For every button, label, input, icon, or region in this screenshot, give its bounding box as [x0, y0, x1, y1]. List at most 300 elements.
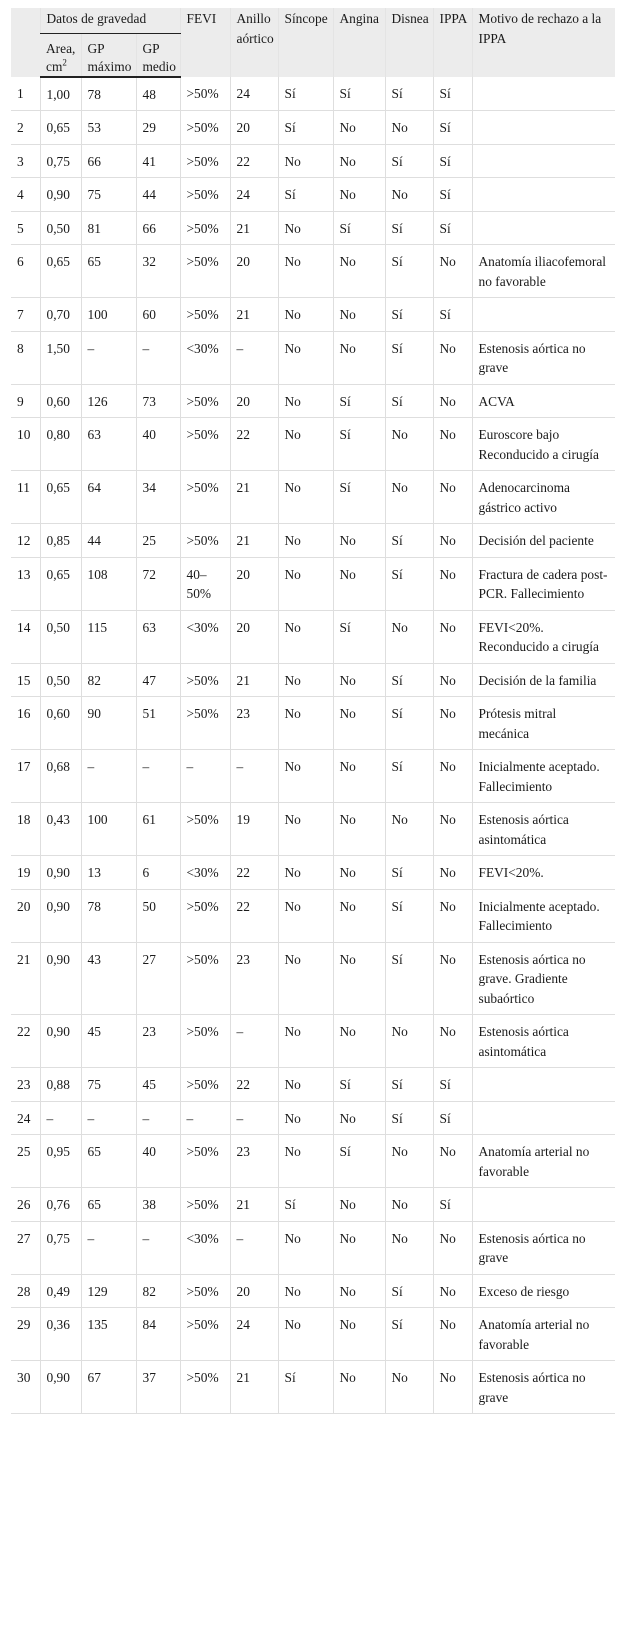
angina-value: No	[333, 111, 385, 145]
motivo-value: Estenosis aórtica no grave	[472, 331, 615, 384]
table-row	[11, 211, 615, 245]
gp-maximo-value: 129	[81, 1274, 136, 1308]
fevi-value: >50%	[180, 471, 230, 524]
patient-number: 13	[11, 557, 40, 610]
header-gp-medio: GP medio	[136, 33, 180, 77]
gp-maximo-value: 78	[81, 77, 136, 111]
gp-medio-value: –	[136, 750, 180, 803]
table-row	[11, 524, 615, 558]
sincope-value: No	[278, 144, 333, 178]
disnea-value: Sí	[385, 557, 433, 610]
area-value: 0,49	[40, 1274, 81, 1308]
area-value: 0,90	[40, 856, 81, 890]
patient-number: 11	[11, 471, 40, 524]
gp-medio-value: 37	[136, 1361, 180, 1414]
anillo-value: 22	[230, 144, 278, 178]
motivo-value	[472, 77, 615, 111]
angina-value: No	[333, 697, 385, 750]
gp-medio-value: 25	[136, 524, 180, 558]
ippa-value: No	[433, 1361, 472, 1414]
motivo-value	[472, 144, 615, 178]
gp-maximo-value: 64	[81, 471, 136, 524]
disnea-value: Sí	[385, 750, 433, 803]
angina-value: No	[333, 889, 385, 942]
anillo-value: 23	[230, 697, 278, 750]
patient-number: 17	[11, 750, 40, 803]
anillo-value: 20	[230, 384, 278, 418]
gp-maximo-value: 44	[81, 524, 136, 558]
ippa-value: Sí	[433, 111, 472, 145]
ippa-value: No	[433, 1308, 472, 1361]
sincope-value: Sí	[278, 178, 333, 212]
disnea-value: Sí	[385, 77, 433, 111]
patient-number: 23	[11, 1068, 40, 1102]
sincope-value: No	[278, 418, 333, 471]
sincope-value: No	[278, 889, 333, 942]
motivo-value	[472, 298, 615, 332]
angina-value: Sí	[333, 384, 385, 418]
disnea-value: Sí	[385, 856, 433, 890]
patient-number: 8	[11, 331, 40, 384]
patient-number: 3	[11, 144, 40, 178]
table-row	[11, 1101, 615, 1135]
fevi-value: >50%	[180, 298, 230, 332]
ippa-value: No	[433, 1015, 472, 1068]
disnea-value: No	[385, 1015, 433, 1068]
gp-medio-value: 34	[136, 471, 180, 524]
motivo-value: Adenocarcinoma gástrico activo	[472, 471, 615, 524]
anillo-value: 20	[230, 245, 278, 298]
fevi-value: >50%	[180, 697, 230, 750]
angina-value: No	[333, 942, 385, 1015]
gp-medio-value: 38	[136, 1188, 180, 1222]
fevi-value: >50%	[180, 178, 230, 212]
anillo-value: –	[230, 1221, 278, 1274]
sincope-value: No	[278, 1308, 333, 1361]
gp-maximo-value: 100	[81, 803, 136, 856]
anillo-value: –	[230, 331, 278, 384]
ippa-value: No	[433, 418, 472, 471]
angina-value: No	[333, 557, 385, 610]
motivo-value	[472, 1101, 615, 1135]
angina-value: No	[333, 1274, 385, 1308]
gp-maximo-value: 65	[81, 1188, 136, 1222]
sincope-value: No	[278, 471, 333, 524]
fevi-value: >50%	[180, 144, 230, 178]
table-row	[11, 942, 615, 1015]
sincope-value: No	[278, 1068, 333, 1102]
motivo-value: Inicialmente aceptado. Fallecimiento	[472, 750, 615, 803]
patient-number: 1	[11, 77, 40, 111]
sincope-value: No	[278, 942, 333, 1015]
table-row	[11, 889, 615, 942]
ippa-value: No	[433, 557, 472, 610]
fevi-value: >50%	[180, 663, 230, 697]
area-value: 0,50	[40, 663, 81, 697]
fevi-value: >50%	[180, 1135, 230, 1188]
gp-maximo-value: 82	[81, 663, 136, 697]
angina-value: No	[333, 750, 385, 803]
anillo-value: –	[230, 1101, 278, 1135]
patient-number: 27	[11, 1221, 40, 1274]
motivo-value: FEVI<20%. Reconducido a cirugía	[472, 610, 615, 663]
sincope-value: No	[278, 803, 333, 856]
motivo-value	[472, 1188, 615, 1222]
angina-value: No	[333, 1221, 385, 1274]
area-value: 0,43	[40, 803, 81, 856]
header-blank	[11, 8, 40, 77]
anillo-value: 21	[230, 471, 278, 524]
fevi-value: <30%	[180, 610, 230, 663]
disnea-value: Sí	[385, 889, 433, 942]
sincope-value: No	[278, 384, 333, 418]
fevi-value: <30%	[180, 1221, 230, 1274]
sincope-value: No	[278, 697, 333, 750]
patient-number: 21	[11, 942, 40, 1015]
gp-medio-value: –	[136, 331, 180, 384]
ippa-value: Sí	[433, 1101, 472, 1135]
gp-medio-value: 45	[136, 1068, 180, 1102]
ippa-value: Sí	[433, 298, 472, 332]
header-datos-gravedad: Datos de gravedad	[40, 8, 180, 33]
table-row	[11, 471, 615, 524]
ippa-value: No	[433, 889, 472, 942]
gp-medio-value: 51	[136, 697, 180, 750]
patient-number: 15	[11, 663, 40, 697]
sincope-value: Sí	[278, 1188, 333, 1222]
gp-maximo-value: 67	[81, 1361, 136, 1414]
motivo-value: Anatomía arterial no favorable	[472, 1135, 615, 1188]
area-value: 0,90	[40, 942, 81, 1015]
fevi-value: >50%	[180, 803, 230, 856]
table-row	[11, 697, 615, 750]
table-row	[11, 298, 615, 332]
patient-number: 4	[11, 178, 40, 212]
table-row	[11, 557, 615, 610]
header-gp-maximo: GP máximo	[81, 33, 136, 77]
disnea-value: Sí	[385, 245, 433, 298]
table-row	[11, 331, 615, 384]
anillo-value: –	[230, 1015, 278, 1068]
patient-number: 20	[11, 889, 40, 942]
gp-maximo-value: 65	[81, 1135, 136, 1188]
gp-medio-value: –	[136, 1221, 180, 1274]
anillo-value: 23	[230, 1135, 278, 1188]
area-value: 0,90	[40, 1361, 81, 1414]
anillo-value: –	[230, 750, 278, 803]
sincope-value: No	[278, 1135, 333, 1188]
gp-maximo-value: 65	[81, 245, 136, 298]
ippa-value: No	[433, 471, 472, 524]
patient-number: 28	[11, 1274, 40, 1308]
motivo-value: Decisión del paciente	[472, 524, 615, 558]
gp-medio-value: 23	[136, 1015, 180, 1068]
gp-medio-value: 47	[136, 663, 180, 697]
fevi-value: >50%	[180, 418, 230, 471]
table-row	[11, 1068, 615, 1102]
fevi-value: –	[180, 1101, 230, 1135]
motivo-value: Fractura de cadera post-PCR. Fallecimiento	[472, 557, 615, 610]
disnea-value: No	[385, 1135, 433, 1188]
patient-number: 5	[11, 211, 40, 245]
angina-value: Sí	[333, 1068, 385, 1102]
anillo-value: 24	[230, 1308, 278, 1361]
ippa-value: No	[433, 750, 472, 803]
gp-medio-value: 50	[136, 889, 180, 942]
ippa-value: Sí	[433, 77, 472, 111]
fevi-value: >50%	[180, 524, 230, 558]
sincope-value: Sí	[278, 77, 333, 111]
area-value: 0,50	[40, 211, 81, 245]
anillo-value: 22	[230, 418, 278, 471]
table-row	[11, 610, 615, 663]
motivo-value: Anatomía iliacofemoral no favorable	[472, 245, 615, 298]
area-value: 1,00	[40, 77, 81, 111]
anillo-value: 24	[230, 77, 278, 111]
gp-maximo-value: 115	[81, 610, 136, 663]
area-value: 0,70	[40, 298, 81, 332]
anillo-value: 21	[230, 211, 278, 245]
ippa-value: No	[433, 856, 472, 890]
anillo-value: 21	[230, 298, 278, 332]
angina-value: No	[333, 1101, 385, 1135]
gp-maximo-value: 126	[81, 384, 136, 418]
patient-number: 24	[11, 1101, 40, 1135]
area-value: 0,65	[40, 471, 81, 524]
area-value: 0,76	[40, 1188, 81, 1222]
ippa-value: Sí	[433, 211, 472, 245]
gp-medio-value: –	[136, 1101, 180, 1135]
gp-medio-value: 63	[136, 610, 180, 663]
angina-value: No	[333, 298, 385, 332]
gp-medio-value: 40	[136, 1135, 180, 1188]
motivo-value: Estenosis aórtica no grave	[472, 1221, 615, 1274]
table-row	[11, 178, 615, 212]
table-row	[11, 418, 615, 471]
sincope-value: No	[278, 298, 333, 332]
anillo-value: 23	[230, 942, 278, 1015]
area-value: 0,68	[40, 750, 81, 803]
gp-maximo-value: 78	[81, 889, 136, 942]
sincope-value: No	[278, 1015, 333, 1068]
gp-medio-value: 61	[136, 803, 180, 856]
gp-medio-value: 44	[136, 178, 180, 212]
table-row	[11, 1361, 615, 1414]
area-value: 0,36	[40, 1308, 81, 1361]
sincope-value: No	[278, 331, 333, 384]
fevi-value: >50%	[180, 384, 230, 418]
patient-number: 7	[11, 298, 40, 332]
header-disnea: Disnea	[385, 8, 433, 77]
table-row	[11, 111, 615, 145]
angina-value: No	[333, 144, 385, 178]
table-row	[11, 803, 615, 856]
area-value: 0,50	[40, 610, 81, 663]
anillo-value: 22	[230, 1068, 278, 1102]
ippa-value: No	[433, 524, 472, 558]
anillo-value: 20	[230, 557, 278, 610]
ippa-value: No	[433, 1221, 472, 1274]
motivo-value: Estenosis aórtica no grave. Gradiente subaórtico	[472, 942, 615, 1015]
angina-value: No	[333, 1188, 385, 1222]
table-row	[11, 1221, 615, 1274]
fevi-value: >50%	[180, 889, 230, 942]
disnea-value: No	[385, 418, 433, 471]
area-value: 0,80	[40, 418, 81, 471]
area-value: 0,90	[40, 178, 81, 212]
angina-value: Sí	[333, 471, 385, 524]
angina-value: No	[333, 245, 385, 298]
gp-medio-value: 84	[136, 1308, 180, 1361]
motivo-value: Anatomía arterial no favorable	[472, 1308, 615, 1361]
table-row	[11, 77, 615, 111]
gp-maximo-value: –	[81, 1221, 136, 1274]
gp-medio-value: 6	[136, 856, 180, 890]
patient-number: 26	[11, 1188, 40, 1222]
motivo-value	[472, 211, 615, 245]
patient-number: 9	[11, 384, 40, 418]
ippa-value: No	[433, 331, 472, 384]
ippa-value: Sí	[433, 178, 472, 212]
fevi-value: >50%	[180, 1274, 230, 1308]
motivo-value: Estenosis aórtica no grave	[472, 1361, 615, 1414]
table-container	[11, 8, 615, 1414]
fevi-value: >50%	[180, 942, 230, 1015]
gp-maximo-value: 75	[81, 178, 136, 212]
table-row	[11, 663, 615, 697]
angina-value: No	[333, 524, 385, 558]
motivo-value: Decisión de la familia	[472, 663, 615, 697]
motivo-value	[472, 1068, 615, 1102]
table-header	[11, 8, 615, 77]
fevi-value: >50%	[180, 1361, 230, 1414]
gp-maximo-value: 135	[81, 1308, 136, 1361]
gp-maximo-value: 13	[81, 856, 136, 890]
header-fevi: FEVI	[180, 8, 230, 77]
header-area-superscript: 2	[62, 57, 67, 68]
motivo-value	[472, 178, 615, 212]
motivo-value: Exceso de riesgo	[472, 1274, 615, 1308]
motivo-value: Euroscore bajo Reconducido a cirugía	[472, 418, 615, 471]
gp-maximo-value: 43	[81, 942, 136, 1015]
disnea-value: Sí	[385, 298, 433, 332]
gp-medio-value: 48	[136, 77, 180, 111]
sincope-value: No	[278, 610, 333, 663]
header-ippa: IPPA	[433, 8, 472, 77]
disnea-value: Sí	[385, 1101, 433, 1135]
patient-number: 22	[11, 1015, 40, 1068]
header-sincope: Síncope	[278, 8, 333, 77]
disnea-value: Sí	[385, 1308, 433, 1361]
fevi-value: <30%	[180, 856, 230, 890]
anillo-value: 19	[230, 803, 278, 856]
ippa-value: No	[433, 697, 472, 750]
sincope-value: No	[278, 245, 333, 298]
area-value: 0,60	[40, 697, 81, 750]
header-motivo: Motivo de rechazo a la IPPA	[472, 8, 615, 77]
fevi-value: >50%	[180, 211, 230, 245]
angina-value: Sí	[333, 418, 385, 471]
area-value: 0,90	[40, 1015, 81, 1068]
sincope-value: Sí	[278, 111, 333, 145]
disnea-value: Sí	[385, 942, 433, 1015]
ippa-value: Sí	[433, 1188, 472, 1222]
fevi-value: >50%	[180, 111, 230, 145]
disnea-value: Sí	[385, 663, 433, 697]
anillo-value: 21	[230, 663, 278, 697]
ippa-value: No	[433, 1274, 472, 1308]
area-value: 0,85	[40, 524, 81, 558]
ippa-value: No	[433, 610, 472, 663]
angina-value: No	[333, 331, 385, 384]
gp-medio-value: 32	[136, 245, 180, 298]
ippa-value: Sí	[433, 144, 472, 178]
fevi-value: >50%	[180, 1188, 230, 1222]
gp-medio-value: 72	[136, 557, 180, 610]
disnea-value: Sí	[385, 211, 433, 245]
gp-maximo-value: 75	[81, 1068, 136, 1102]
gp-medio-value: 40	[136, 418, 180, 471]
table-row	[11, 1308, 615, 1361]
sincope-value: No	[278, 524, 333, 558]
patient-number: 29	[11, 1308, 40, 1361]
fevi-value: –	[180, 750, 230, 803]
gp-medio-value: 66	[136, 211, 180, 245]
gp-maximo-value: 90	[81, 697, 136, 750]
fevi-value: <30%	[180, 331, 230, 384]
angina-value: No	[333, 1308, 385, 1361]
motivo-value: Estenosis aórtica asintomática	[472, 803, 615, 856]
ippa-value: No	[433, 663, 472, 697]
angina-value: No	[333, 178, 385, 212]
fevi-value: >50%	[180, 1308, 230, 1361]
ippa-value: No	[433, 384, 472, 418]
area-value: 1,50	[40, 331, 81, 384]
header-anillo: Anillo aórtico	[230, 8, 278, 77]
sincope-value: No	[278, 211, 333, 245]
gp-maximo-value: 45	[81, 1015, 136, 1068]
area-value: 0,95	[40, 1135, 81, 1188]
header-area-label: Area, cm	[46, 40, 76, 74]
anillo-value: 20	[230, 1274, 278, 1308]
anillo-value: 21	[230, 1361, 278, 1414]
sincope-value: No	[278, 1101, 333, 1135]
gp-maximo-value: 53	[81, 111, 136, 145]
angina-value: No	[333, 1015, 385, 1068]
disnea-value: Sí	[385, 384, 433, 418]
table-row	[11, 384, 615, 418]
disnea-value: No	[385, 1221, 433, 1274]
motivo-value: Prótesis mitral mecánica	[472, 697, 615, 750]
fevi-value: 40–50%	[180, 557, 230, 610]
table-row	[11, 245, 615, 298]
patient-number: 18	[11, 803, 40, 856]
anillo-value: 24	[230, 178, 278, 212]
disnea-value: Sí	[385, 144, 433, 178]
fevi-value: >50%	[180, 77, 230, 111]
table-body	[11, 77, 615, 1414]
ippa-value: No	[433, 245, 472, 298]
anillo-value: 21	[230, 1188, 278, 1222]
gp-medio-value: 29	[136, 111, 180, 145]
disnea-value: No	[385, 1361, 433, 1414]
patient-number: 14	[11, 610, 40, 663]
patients-table	[11, 8, 615, 1414]
table-row	[11, 1274, 615, 1308]
disnea-value: No	[385, 610, 433, 663]
gp-maximo-value: 81	[81, 211, 136, 245]
patient-number: 19	[11, 856, 40, 890]
